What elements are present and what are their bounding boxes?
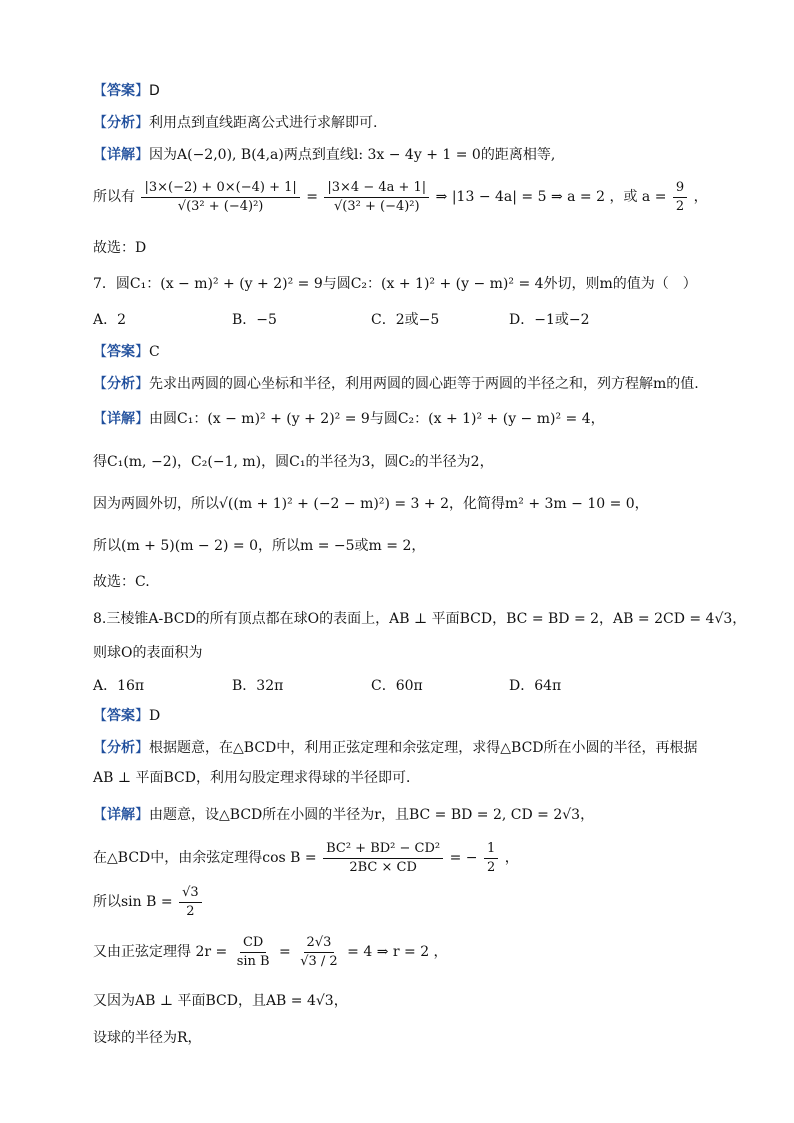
fraction-half: $\frac{1}{2}$	[484, 840, 498, 877]
detail-7d: 所以(m + 5)(m − 2) = 0，所以m = −5或m = 2，	[93, 538, 426, 554]
select-7: 故选：C.	[93, 574, 150, 590]
detail-7: 【详解】由圆C₁：(x − m)² + (y + 2)² = 9与圆C₂：(x + 1)² + (y − m)² = 4，	[93, 411, 605, 427]
answer-6: 【答案】D	[93, 83, 160, 99]
fraction-cd-sinb: $\frac{CD}{\text{sin B}}$	[236, 934, 270, 969]
detail-7c: 因为两圆外切，所以√((m + 1)² + (−2 − m)²) = 3 + 2，化简得m² + 3m − 10 = 0，	[93, 496, 649, 512]
analysis-8: 【分析】根据题意，在△BCD中，利用正弦定理和余弦定理，求得△BCD所在小圆的半径，再根据	[93, 740, 698, 756]
question-8b: 则球O的表面积为	[93, 645, 203, 661]
option-b: B．32π	[232, 678, 284, 694]
fraction-sinB: $\frac{√3}{2}$	[179, 884, 202, 921]
option-d: D．−1或−2	[509, 312, 590, 328]
fraction-2sqrt3: $\frac{2√3}{√3 / 2}$	[300, 934, 338, 969]
option-b: B．−5	[232, 312, 277, 328]
option-c: C．2或−5	[371, 312, 440, 328]
analysis-6: 【分析】利用点到直线距离公式进行求解即可.	[93, 115, 378, 131]
detail-8c: 所以sin B = $\frac{√3}{2}$	[93, 882, 734, 922]
option-a: A．2	[93, 312, 127, 328]
question-7: 7．圆C₁：(x − m)² + (y + 2)² = 9与圆C₂：(x + 1)² + (y − m)² = 4外切，则m的值为（ ）	[93, 276, 697, 292]
detail-8: 【详解】由题意，设△BCD所在小圆的半径为r，且BC = BD = 2, CD = 2√3，	[93, 807, 595, 823]
select-6: 故选：D	[93, 240, 147, 256]
analysis-8b: AB ⊥ 平面BCD，利用勾股定理求得球的半径即可．	[93, 770, 420, 786]
question-8-options	[93, 676, 734, 696]
fraction-3: $\frac{9}{2}$	[673, 179, 687, 216]
detail-8e: 又因为AB ⊥ 平面BCD，且AB = 4√3，	[93, 993, 348, 1009]
detail-8b: 在△BCD中，由余弦定理得cos B = $\frac{\text{BC² + BD² − CD²}}{2BC \times CD}$ = − $\frac{1}{2}$ ，	[93, 840, 519, 875]
answer-8: 【答案】D	[93, 708, 161, 724]
detail-6-equation: 所以有 $\frac{|3\times(-2) + 0\times(-4) + 1|}{\text{√(3² + (−4)²)}}$ = $\frac{|3\times 4 - 4a + 1|}{\text{√(3² + (−4)²)}}$ ⇒ |13 − 4a| = 5 ⇒ a = 2 ，或 a = $\frac{9}{2}$ ，	[93, 179, 708, 214]
analysis-7: 【分析】先求出两圆的圆心坐标和半径，利用两圆的圆心距等于两圆的半径之和，列方程解m的值.	[93, 376, 699, 392]
answer-7: 【答案】C	[93, 344, 160, 360]
question-7-options	[93, 310, 734, 330]
fraction-cosB: $\frac{\text{BC² + BD² − CD²}}{2BC \times CD}$	[323, 840, 443, 877]
fraction-1: $\frac{|3\times(-2) + 0\times(-4) + 1|}{\text{√(3² + (−4)²)}}$	[141, 179, 299, 216]
option-a: A．16π	[93, 678, 145, 694]
detail-6: 【详解】因为A(−2,0), B(4,a)两点到直线l: 3x − 4y + 1 = 0的距离相等,	[93, 147, 556, 163]
option-d: D．64π	[509, 678, 562, 694]
detail-8f: 设球的半径为R，	[93, 1030, 202, 1046]
question-8: 8.三棱锥A-BCD的所有顶点都在球O的表面上，AB ⊥ 平面BCD，BC = BD = 2，AB = 2CD = 4√3，	[93, 611, 747, 627]
option-c: C．60π	[371, 678, 423, 694]
fraction-2: $\frac{|3\times 4 - 4a + 1|}{\text{√(3² + (−4)²)}}$	[324, 179, 429, 216]
detail-8d: 又由正弦定理得 2r = $\frac{CD}{\text{sin B}}$ = $\frac{2√3}{√3 / 2}$ = 4 ⇒ r = 2 ，	[93, 934, 448, 969]
detail-7b: 得C₁(m, −2)，C₂(−1, m)，圆C₁的半径为3，圆C₂的半径为2，	[93, 454, 494, 470]
